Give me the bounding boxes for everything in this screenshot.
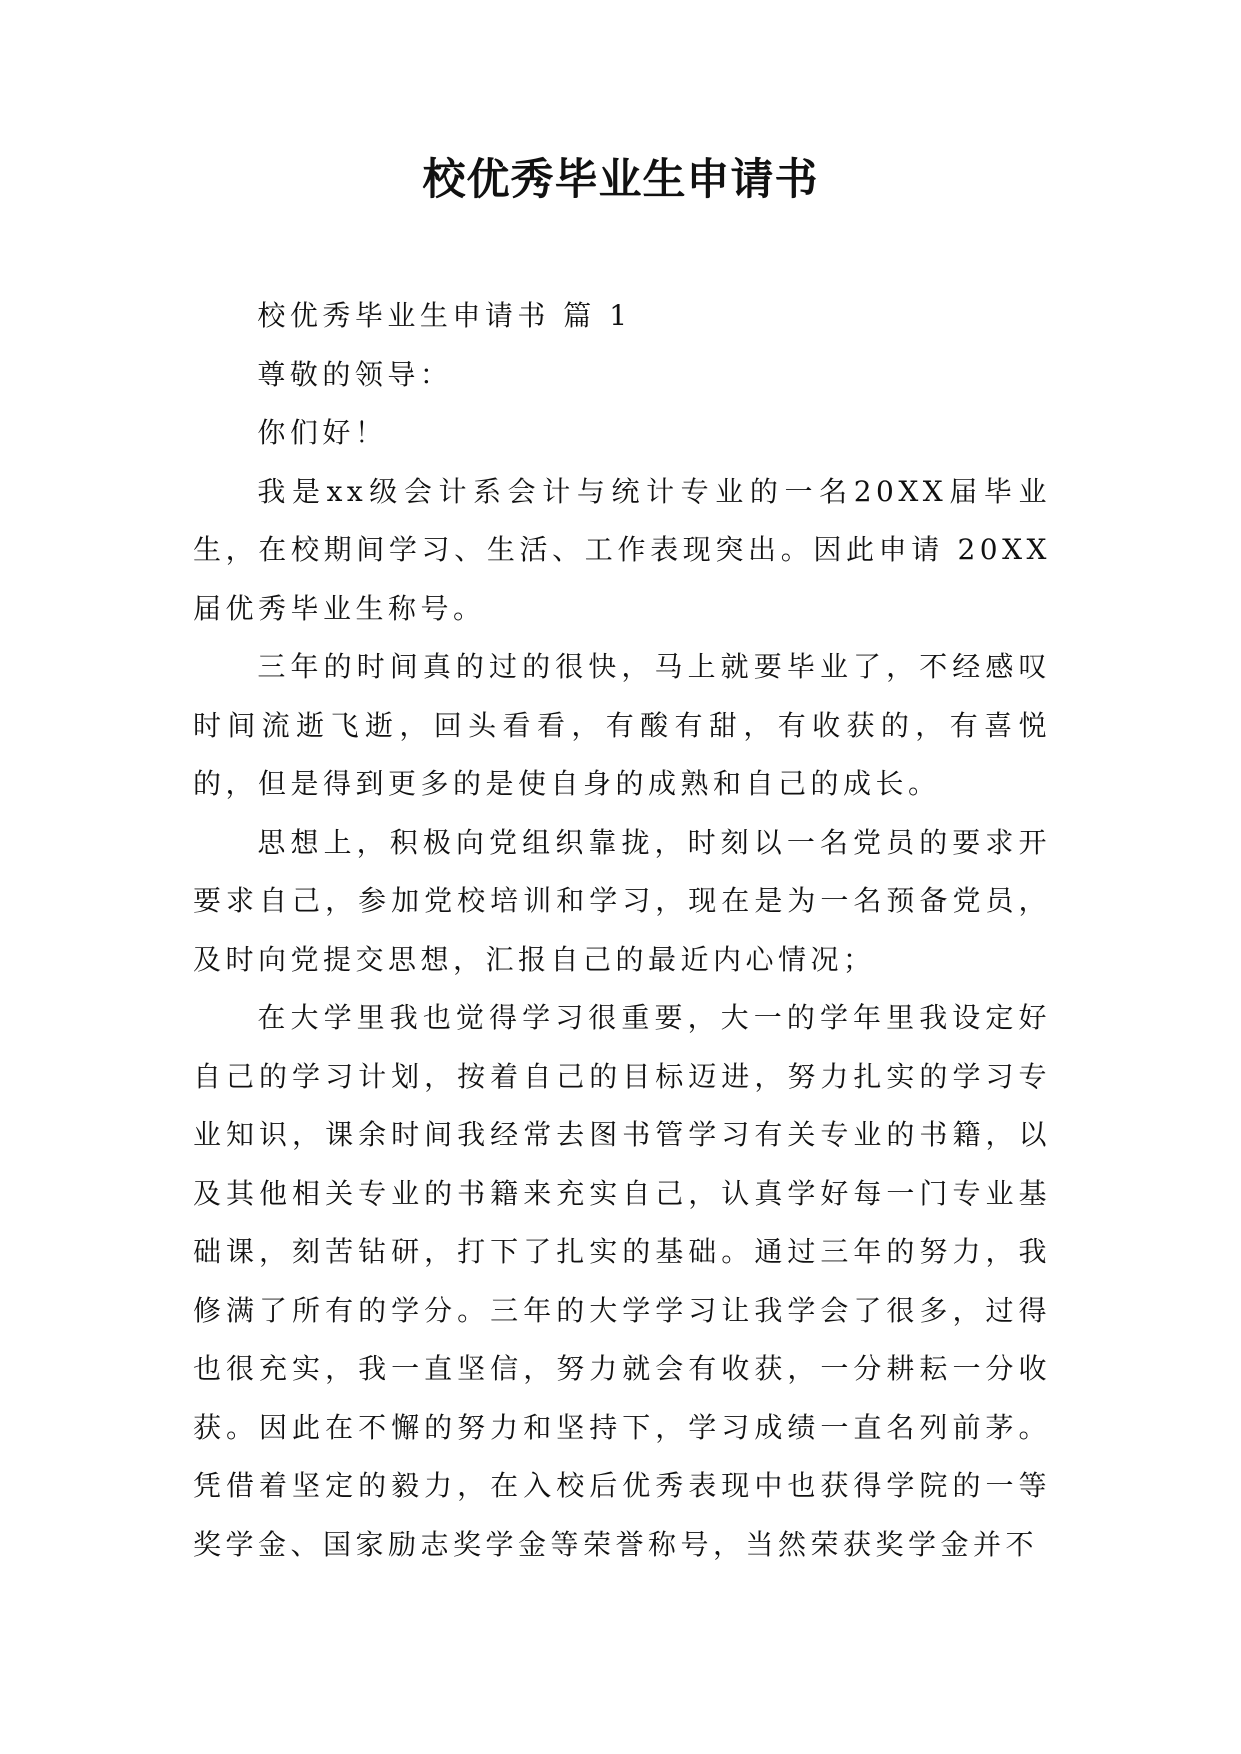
document-body — [193, 287, 1051, 1574]
paragraph-reflection: 三年的时间真的过的很快，马上就要毕业了，不经感叹时间流逝飞逝，回头看看，有酸有甜，有收获的，有喜悦的，但是得到更多的是使自身的成熟和自己的成长。 — [193, 650, 1051, 800]
salutation: 尊敬的领导： — [257, 357, 453, 391]
document-title: 校优秀毕业生申请书 — [422, 155, 819, 205]
section-heading: 校优秀毕业生申请书 篇 1 — [257, 299, 632, 332]
paragraph-introduction: 我是xx级会计系会计与统计专业的一名20XX届毕业生，在校期间学习、生活、工作表现突出。因此申请 20XX 届优秀毕业生称号。 — [193, 474, 1051, 625]
paragraph-study: 在大学里我也觉得学习很重要，大一的学年里我设定好自己的学习计划，按着自己的目标迈进，努力扎实的学习专业知识，课余时间我经常去图书管学习有关专业的书籍，以及其他相关专业的书籍来充实自己，认真学好每一门专业基础课，刻苦钻研，打下了扎实的基础。通过三年的努力，我修满了所有的学分。三年的大学学习让我学会了很多，过得也很充实，我一直坚信，努力就会有收获，一分耕耘一分收获。因此在不懈的努力和坚持下，学习成绩一直名列前茅。凭借着坚定的毅力，在入校后优秀表现中也获得学院的一等奖学金、国家励志奖学金等荣誉称号，当然荣获奖学金并不 — [193, 1001, 1051, 1561]
paragraph-ideology: 思想上，积极向党组织靠拢，时刻以一名党员的要求开要求自己，参加党校培训和学习，现在是为一名预备党员，及时向党提交思想，汇报自己的最近内心情况； — [193, 825, 1051, 976]
greeting: 你们好！ — [257, 416, 388, 449]
